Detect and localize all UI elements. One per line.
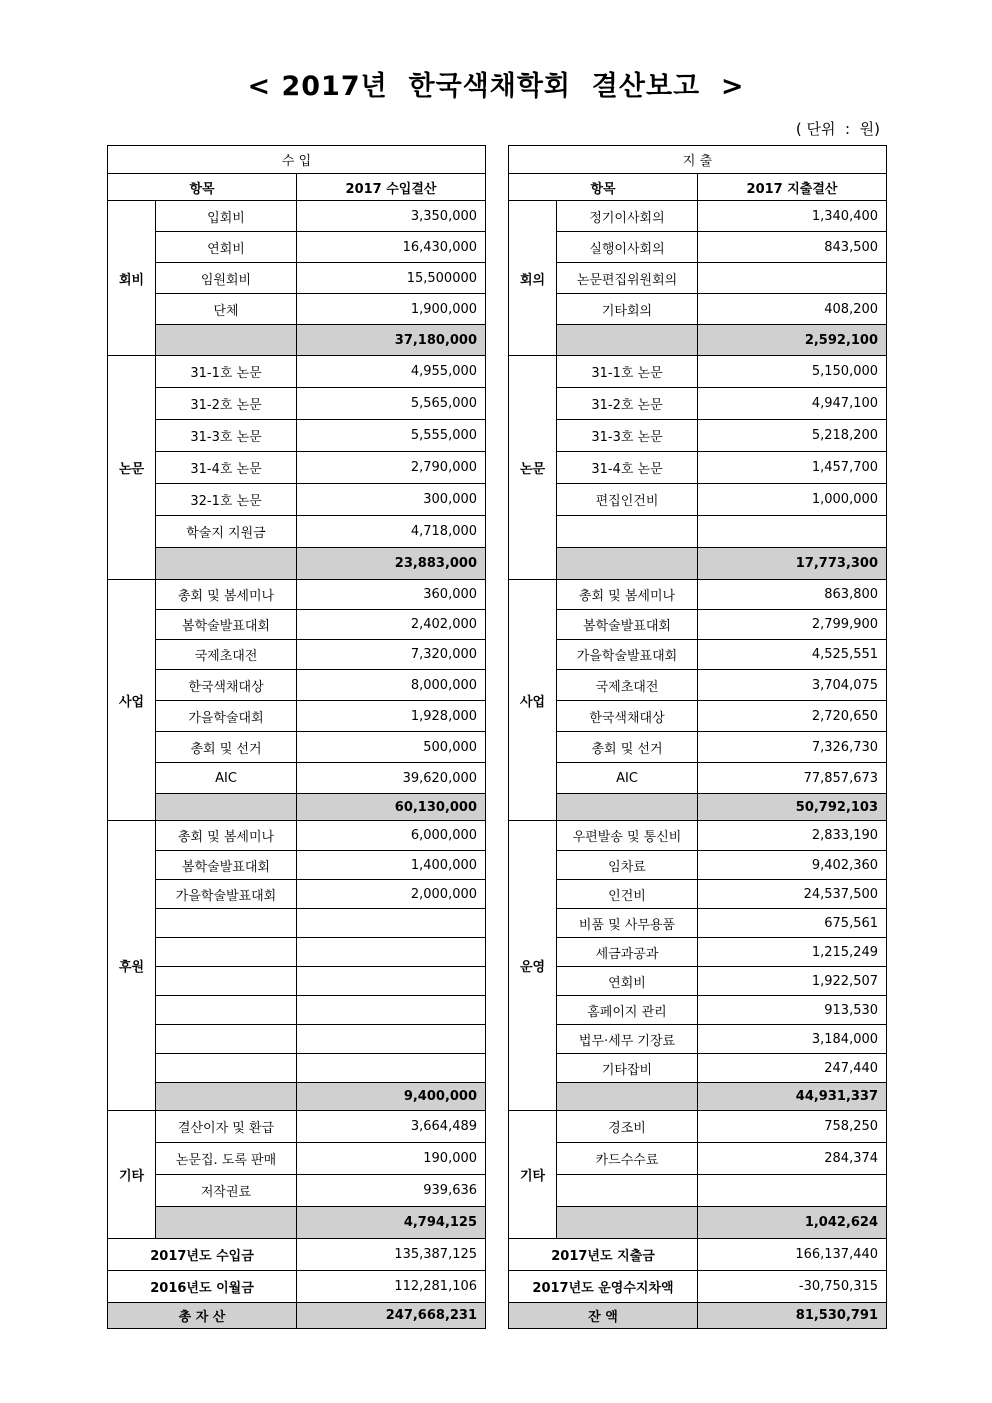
subtotal-value: 50,792,103 — [698, 794, 887, 821]
item-label: 기타회의 — [557, 294, 698, 325]
total-value: 81,530,791 — [698, 1303, 887, 1329]
item-label: 총회 및 선거 — [156, 732, 297, 763]
item-value: 2,000,000 — [297, 880, 486, 909]
subtotal-label — [156, 1083, 297, 1111]
summary-value: 166,137,440 — [698, 1239, 887, 1271]
item-value: 5,555,000 — [297, 420, 486, 452]
item-label: 총회 및 봄세미나 — [557, 580, 698, 610]
item-value — [297, 1025, 486, 1054]
table-row — [509, 610, 887, 640]
table-row — [108, 701, 486, 732]
item-label: 편집인건비 — [557, 484, 698, 516]
section-header-row — [108, 146, 486, 174]
item-value: 2,720,650 — [698, 701, 887, 732]
table-row — [108, 1175, 486, 1207]
table-row — [509, 580, 887, 610]
item-value: 843,500 — [698, 232, 887, 263]
subtotal-value: 17,773,300 — [698, 548, 887, 580]
item-label: 실행이사회의 — [557, 232, 698, 263]
summary-row — [108, 1239, 486, 1271]
table-row — [509, 938, 887, 967]
table-row — [509, 232, 887, 263]
category-cell: 기타 — [108, 1111, 156, 1239]
summary-row — [108, 1271, 486, 1303]
item-value: 913,530 — [698, 996, 887, 1025]
table-row — [108, 1025, 486, 1054]
item-label: 카드수수료 — [557, 1143, 698, 1175]
table-row — [108, 580, 486, 610]
item-value: 1,000,000 — [698, 484, 887, 516]
item-label — [156, 1025, 297, 1054]
item-label: 31-2호 논문 — [156, 388, 297, 420]
item-value: 3,704,075 — [698, 670, 887, 701]
section-header: 지 출 — [509, 146, 887, 174]
subtotal-label — [557, 1083, 698, 1111]
item-value: 758,250 — [698, 1111, 887, 1143]
item-label — [557, 516, 698, 548]
item-label: 세금과공과 — [557, 938, 698, 967]
item-value: 408,200 — [698, 294, 887, 325]
item-value: 2,833,190 — [698, 821, 887, 851]
category-cell: 기타 — [509, 1111, 557, 1239]
item-value: 1,215,249 — [698, 938, 887, 967]
table-row — [509, 201, 887, 232]
item-label: 국제초대전 — [156, 640, 297, 670]
item-label: 연회비 — [557, 967, 698, 996]
table-row — [108, 938, 486, 967]
item-value: 4,718,000 — [297, 516, 486, 548]
item-label: 국제초대전 — [557, 670, 698, 701]
item-label: 31-4호 논문 — [557, 452, 698, 484]
subtotal-label — [557, 548, 698, 580]
subtotal-row — [108, 1083, 486, 1111]
item-label: 31-1호 논문 — [156, 356, 297, 388]
item-label: 논문집. 도록 판매 — [156, 1143, 297, 1175]
table-row — [108, 452, 486, 484]
table-row — [509, 388, 887, 420]
table-row — [509, 1143, 887, 1175]
table-row — [509, 821, 887, 851]
subtotal-row — [509, 1207, 887, 1239]
item-value: 16,430,000 — [297, 232, 486, 263]
item-label — [557, 1175, 698, 1207]
item-value: 1,922,507 — [698, 967, 887, 996]
item-value: 247,440 — [698, 1054, 887, 1083]
table-row — [509, 263, 887, 294]
total-row — [108, 1303, 486, 1329]
item-label: 기타잡비 — [557, 1054, 698, 1083]
table-row — [108, 388, 486, 420]
category-cell: 논문 — [108, 356, 156, 580]
item-value: 2,799,900 — [698, 610, 887, 640]
section-header-row — [509, 146, 887, 174]
item-value: 863,800 — [698, 580, 887, 610]
category-cell: 회의 — [509, 201, 557, 356]
subtotal-row — [509, 548, 887, 580]
table-row — [108, 763, 486, 794]
item-label: 31-1호 논문 — [557, 356, 698, 388]
item-label: 저작권료 — [156, 1175, 297, 1207]
item-label: 정기이사회의 — [557, 201, 698, 232]
item-value: 1,340,400 — [698, 201, 887, 232]
table-row — [509, 967, 887, 996]
item-label: 총회 및 선거 — [557, 732, 698, 763]
total-row — [509, 1303, 887, 1329]
item-value — [698, 263, 887, 294]
item-label: 총회 및 봄세미나 — [156, 580, 297, 610]
table-row — [509, 294, 887, 325]
column-header-row — [509, 174, 887, 201]
expense-table — [508, 145, 887, 1329]
item-label: 임원회비 — [156, 263, 297, 294]
summary-value: -30,750,315 — [698, 1271, 887, 1303]
item-label: 비품 및 사무용품 — [557, 909, 698, 938]
item-label: 봄학술발표대회 — [156, 851, 297, 880]
item-label: 가을학술발표대회 — [557, 640, 698, 670]
table-row — [509, 1111, 887, 1143]
table-row — [108, 294, 486, 325]
subtotal-row — [108, 548, 486, 580]
item-label: 연회비 — [156, 232, 297, 263]
summary-value: 112,281,106 — [297, 1271, 486, 1303]
item-value: 9,402,360 — [698, 851, 887, 880]
item-value: 190,000 — [297, 1143, 486, 1175]
table-row — [509, 1175, 887, 1207]
item-value — [297, 938, 486, 967]
item-label: 32-1호 논문 — [156, 484, 297, 516]
item-value: 300,000 — [297, 484, 486, 516]
item-label: 가을학술대회 — [156, 701, 297, 732]
category-cell: 사업 — [108, 580, 156, 821]
column-header-item: 항목 — [108, 174, 297, 201]
subtotal-label — [557, 1207, 698, 1239]
category-cell: 사업 — [509, 580, 557, 821]
item-label — [156, 1054, 297, 1083]
item-label: 31-4호 논문 — [156, 452, 297, 484]
item-value: 284,374 — [698, 1143, 887, 1175]
item-label: 31-2호 논문 — [557, 388, 698, 420]
summary-label: 2016년도 이월금 — [108, 1271, 297, 1303]
item-value: 15,500000 — [297, 263, 486, 294]
item-value: 5,150,000 — [698, 356, 887, 388]
subtotal-value: 44,931,337 — [698, 1083, 887, 1111]
table-row — [509, 452, 887, 484]
table-row — [509, 851, 887, 880]
item-value: 2,402,000 — [297, 610, 486, 640]
item-value — [698, 1175, 887, 1207]
subtotal-label — [156, 548, 297, 580]
subtotal-value: 60,130,000 — [297, 794, 486, 821]
section-header: 수 입 — [108, 146, 486, 174]
item-value: 1,928,000 — [297, 701, 486, 732]
subtotal-value: 37,180,000 — [297, 325, 486, 356]
table-row — [509, 880, 887, 909]
item-value: 3,664,489 — [297, 1111, 486, 1143]
table-row — [108, 356, 486, 388]
item-label — [156, 996, 297, 1025]
total-label: 잔 액 — [509, 1303, 698, 1329]
item-value: 500,000 — [297, 732, 486, 763]
table-row — [108, 670, 486, 701]
item-label: 봄학술발표대회 — [557, 610, 698, 640]
item-value: 939,636 — [297, 1175, 486, 1207]
item-value: 675,561 — [698, 909, 887, 938]
summary-label: 2017년도 운영수지차액 — [509, 1271, 698, 1303]
item-value: 39,620,000 — [297, 763, 486, 794]
summary-row — [509, 1239, 887, 1271]
subtotal-label — [156, 794, 297, 821]
item-value: 77,857,673 — [698, 763, 887, 794]
table-row — [108, 640, 486, 670]
subtotal-value: 4,794,125 — [297, 1207, 486, 1239]
table-row — [108, 420, 486, 452]
table-row — [509, 1025, 887, 1054]
subtotal-label — [156, 1207, 297, 1239]
subtotal-row — [509, 1083, 887, 1111]
subtotal-value: 9,400,000 — [297, 1083, 486, 1111]
subtotal-value: 23,883,000 — [297, 548, 486, 580]
item-label: AIC — [557, 763, 698, 794]
item-value — [297, 967, 486, 996]
table-row — [108, 996, 486, 1025]
item-value: 24,537,500 — [698, 880, 887, 909]
item-label: 총회 및 봄세미나 — [156, 821, 297, 851]
table-row — [509, 732, 887, 763]
unit-label: ( 단위 : 원) — [795, 120, 880, 138]
item-value: 3,184,000 — [698, 1025, 887, 1054]
subtotal-label — [557, 325, 698, 356]
item-label: 경조비 — [557, 1111, 698, 1143]
column-header-item: 항목 — [509, 174, 698, 201]
summary-label: 2017년도 수입금 — [108, 1239, 297, 1271]
table-row — [509, 420, 887, 452]
income-table — [107, 145, 486, 1329]
table-row — [509, 1054, 887, 1083]
subtotal-row — [509, 325, 887, 356]
item-label — [156, 938, 297, 967]
summary-label: 2017년도 지출금 — [509, 1239, 698, 1271]
subtotal-row — [108, 1207, 486, 1239]
table-row — [509, 996, 887, 1025]
item-value: 5,565,000 — [297, 388, 486, 420]
item-label: 입회비 — [156, 201, 297, 232]
item-label: AIC — [156, 763, 297, 794]
item-value — [297, 909, 486, 938]
item-label: 결산이자 및 환급 — [156, 1111, 297, 1143]
column-header-value: 2017 수입결산 — [297, 174, 486, 201]
item-label: 봄학술발표대회 — [156, 610, 297, 640]
category-cell: 회비 — [108, 201, 156, 356]
column-header-value: 2017 지출결산 — [698, 174, 887, 201]
table-row — [108, 1111, 486, 1143]
table-row — [509, 640, 887, 670]
column-header-row — [108, 174, 486, 201]
item-value — [297, 996, 486, 1025]
page-title: < 2017년 한국색채학회 결산보고 > — [247, 71, 745, 102]
table-row — [108, 610, 486, 640]
category-cell: 운영 — [509, 821, 557, 1111]
table-row — [108, 1143, 486, 1175]
item-value: 7,326,730 — [698, 732, 887, 763]
item-label: 31-3호 논문 — [156, 420, 297, 452]
item-value — [698, 516, 887, 548]
table-row — [509, 484, 887, 516]
subtotal-value: 2,592,100 — [698, 325, 887, 356]
table-row — [108, 263, 486, 294]
table-row — [509, 670, 887, 701]
category-cell: 논문 — [509, 356, 557, 580]
item-value: 6,000,000 — [297, 821, 486, 851]
item-label: 우편발송 및 통신비 — [557, 821, 698, 851]
item-label: 인건비 — [557, 880, 698, 909]
item-value: 4,525,551 — [698, 640, 887, 670]
table-row — [108, 851, 486, 880]
item-label: 논문편집위원회의 — [557, 263, 698, 294]
summary-value: 135,387,125 — [297, 1239, 486, 1271]
table-row — [108, 1054, 486, 1083]
table-row — [108, 201, 486, 232]
item-label: 학술지 지원금 — [156, 516, 297, 548]
table-row — [108, 232, 486, 263]
item-label: 한국색채대상 — [557, 701, 698, 732]
item-label: 임차료 — [557, 851, 698, 880]
subtotal-label — [156, 325, 297, 356]
item-value — [297, 1054, 486, 1083]
item-value: 2,790,000 — [297, 452, 486, 484]
item-value: 3,350,000 — [297, 201, 486, 232]
table-row — [509, 909, 887, 938]
item-label: 31-3호 논문 — [557, 420, 698, 452]
table-row — [509, 516, 887, 548]
item-value: 360,000 — [297, 580, 486, 610]
category-cell: 후원 — [108, 821, 156, 1111]
item-value: 8,000,000 — [297, 670, 486, 701]
item-label: 한국색채대상 — [156, 670, 297, 701]
item-label — [156, 967, 297, 996]
subtotal-value: 1,042,624 — [698, 1207, 887, 1239]
total-label: 총 자 산 — [108, 1303, 297, 1329]
item-value: 4,955,000 — [297, 356, 486, 388]
subtotal-label — [557, 794, 698, 821]
item-label: 법무·세무 기장료 — [557, 1025, 698, 1054]
table-row — [108, 909, 486, 938]
item-label: 가을학술발표대회 — [156, 880, 297, 909]
item-value: 1,457,700 — [698, 452, 887, 484]
table-row — [108, 516, 486, 548]
table-row — [108, 967, 486, 996]
table-row — [108, 880, 486, 909]
item-value: 4,947,100 — [698, 388, 887, 420]
item-label — [156, 909, 297, 938]
item-value: 1,900,000 — [297, 294, 486, 325]
subtotal-row — [509, 794, 887, 821]
total-value: 247,668,231 — [297, 1303, 486, 1329]
item-label: 단체 — [156, 294, 297, 325]
table-row — [108, 732, 486, 763]
item-value: 1,400,000 — [297, 851, 486, 880]
table-row — [108, 821, 486, 851]
subtotal-row — [108, 794, 486, 821]
table-row — [509, 763, 887, 794]
item-value: 5,218,200 — [698, 420, 887, 452]
item-value: 7,320,000 — [297, 640, 486, 670]
table-row — [108, 484, 486, 516]
table-row — [509, 701, 887, 732]
item-label: 홈페이지 관리 — [557, 996, 698, 1025]
summary-row — [509, 1271, 887, 1303]
table-row — [509, 356, 887, 388]
subtotal-row — [108, 325, 486, 356]
